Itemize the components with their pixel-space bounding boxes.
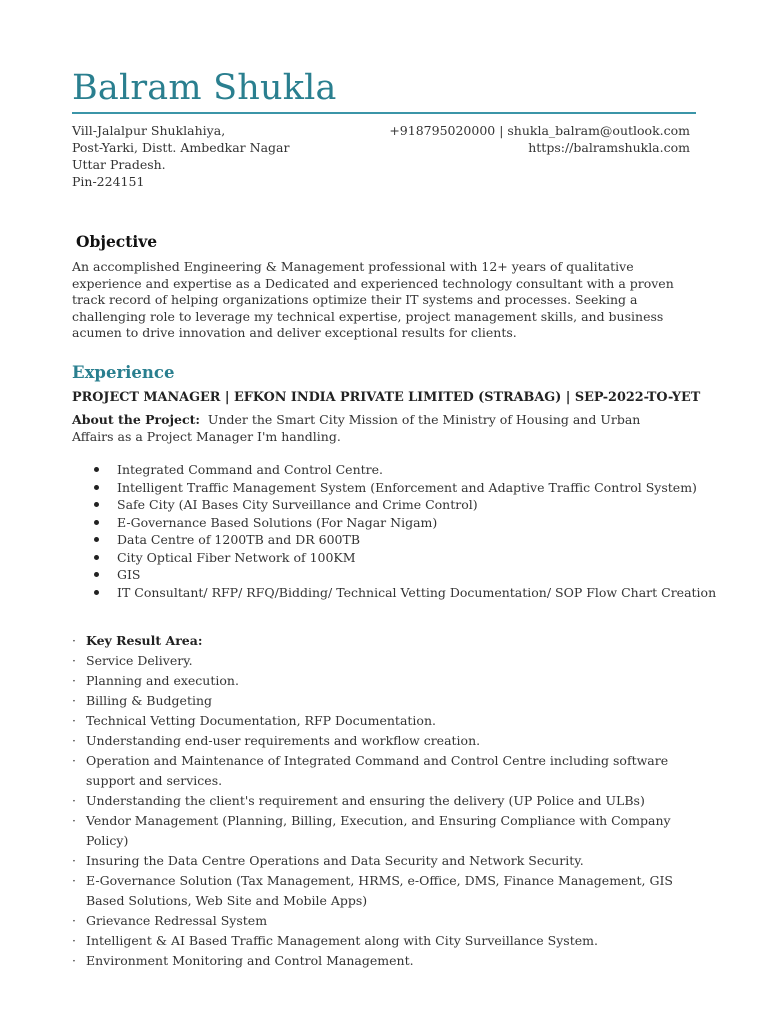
middot-icon: · xyxy=(72,913,76,928)
address-line: Post-Yarki, Distt. Ambedkar Nagar xyxy=(72,140,290,155)
kra-heading: · Key Result Area: xyxy=(72,631,696,651)
list-item: IT Consultant/ RFP/ RFQ/Bidding/ Technical Vetting Documentation/ SOP Flow Chart Creation xyxy=(94,584,716,602)
bullet-icon xyxy=(94,555,99,560)
list-item: · Planning and execution. xyxy=(72,671,696,691)
project-list xyxy=(94,461,716,601)
list-item: · Insuring the Data Centre Operations and Data Security and Network Security. xyxy=(72,851,696,871)
job-title: PROJECT MANAGER | EFKON INDIA PRIVATE LIMITED (STRABAG) | SEP-2022-TO-YET xyxy=(72,390,701,405)
contact-info xyxy=(350,122,690,156)
middot-icon: · xyxy=(72,733,76,748)
bullet-icon xyxy=(94,537,99,542)
middot-icon: · xyxy=(72,873,76,888)
list-item: · Service Delivery. xyxy=(72,651,696,671)
candidate-name: Balram Shukla xyxy=(72,68,337,108)
list-item: · E-Governance Solution (Tax Management, HRMS, e-Office, DMS, Finance Management, GIS Based Solutions, Web Site and Mobile Apps) xyxy=(72,873,673,908)
bullet-icon xyxy=(94,590,99,595)
middot-icon: · xyxy=(72,693,76,708)
objective-heading: Objective xyxy=(76,232,158,251)
list-item: Safe City (AI Bases City Surveillance and Crime Control) xyxy=(94,496,716,514)
experience-heading: Experience xyxy=(72,363,175,382)
list-item: · Environment Monitoring and Control Management. xyxy=(72,951,696,971)
list-item: GIS xyxy=(94,566,716,584)
middot-icon: · xyxy=(72,953,76,968)
about-project-text: Under the Smart City Mission of the Ministry of Housing and Urban Affairs as a Project Manager I'm handling. xyxy=(72,412,641,444)
middot-icon: · xyxy=(72,673,76,688)
middot-icon: · xyxy=(72,813,76,828)
list-item: · Grievance Redressal System xyxy=(72,911,696,931)
address-line: Pin-224151 xyxy=(72,174,145,189)
list-item: · Understanding the client's requirement and ensuring the delivery (UP Police and ULBs) xyxy=(72,791,696,811)
list-item: · Intelligent & AI Based Traffic Management along with City Surveillance System. xyxy=(72,931,696,951)
phone-email: +918795020000 | shukla_balram@outlook.com xyxy=(389,123,690,138)
bullet-icon xyxy=(94,485,99,490)
list-item: · Understanding end-user requirements and workflow creation. xyxy=(72,731,696,751)
middot-icon: · xyxy=(72,753,76,768)
list-item: City Optical Fiber Network of 100KM xyxy=(94,549,716,567)
list-item: · Technical Vetting Documentation, RFP Documentation. xyxy=(72,711,696,731)
list-item: E-Governance Based Solutions (For Nagar Nigam) xyxy=(94,514,716,532)
address-line: Vill-Jalalpur Shuklahiya, xyxy=(72,123,226,138)
objective-text: An accomplished Engineering & Management professional with 12+ years of qualitative experience and expertise as a Dedicated and experienced technology consultant with a proven track record of helping organizations optimize their IT systems and processes. Seeking a challenging role to leverage my technical expertise, project management skills, and business acumen to drive innovation and deliver exceptional results for clients. xyxy=(72,259,674,341)
header-divider xyxy=(72,112,696,114)
list-item: · Billing & Budgeting xyxy=(72,691,696,711)
bullet-icon xyxy=(94,467,99,472)
list-item: · Operation and Maintenance of Integrated Command and Control Centre including software support and services. xyxy=(72,753,669,788)
middot-icon: · xyxy=(72,653,76,668)
middot-icon: · xyxy=(72,853,76,868)
address-line: Uttar Pradesh. xyxy=(72,157,166,172)
bullet-icon xyxy=(94,502,99,507)
list-item: Data Centre of 1200TB and DR 600TB xyxy=(94,531,716,549)
middot-icon: · xyxy=(72,933,76,948)
middot-icon: · xyxy=(72,793,76,808)
list-item: Intelligent Traffic Management System (Enforcement and Adaptive Traffic Control System) xyxy=(94,479,716,497)
key-result-area-list xyxy=(72,631,696,971)
about-project xyxy=(72,411,682,445)
list-item: · Vendor Management (Planning, Billing, Execution, and Ensuring Compliance with Company Policy) xyxy=(72,813,671,848)
middot-icon: · xyxy=(72,713,76,728)
about-project-label: About the Project: xyxy=(72,412,200,427)
bullet-icon xyxy=(94,520,99,525)
postal-address xyxy=(72,122,289,190)
bullet-icon xyxy=(94,572,99,577)
list-item: Integrated Command and Control Centre. xyxy=(94,461,716,479)
middot-icon: · xyxy=(72,633,76,648)
website-link[interactable]: https://balramshukla.com xyxy=(528,140,690,155)
